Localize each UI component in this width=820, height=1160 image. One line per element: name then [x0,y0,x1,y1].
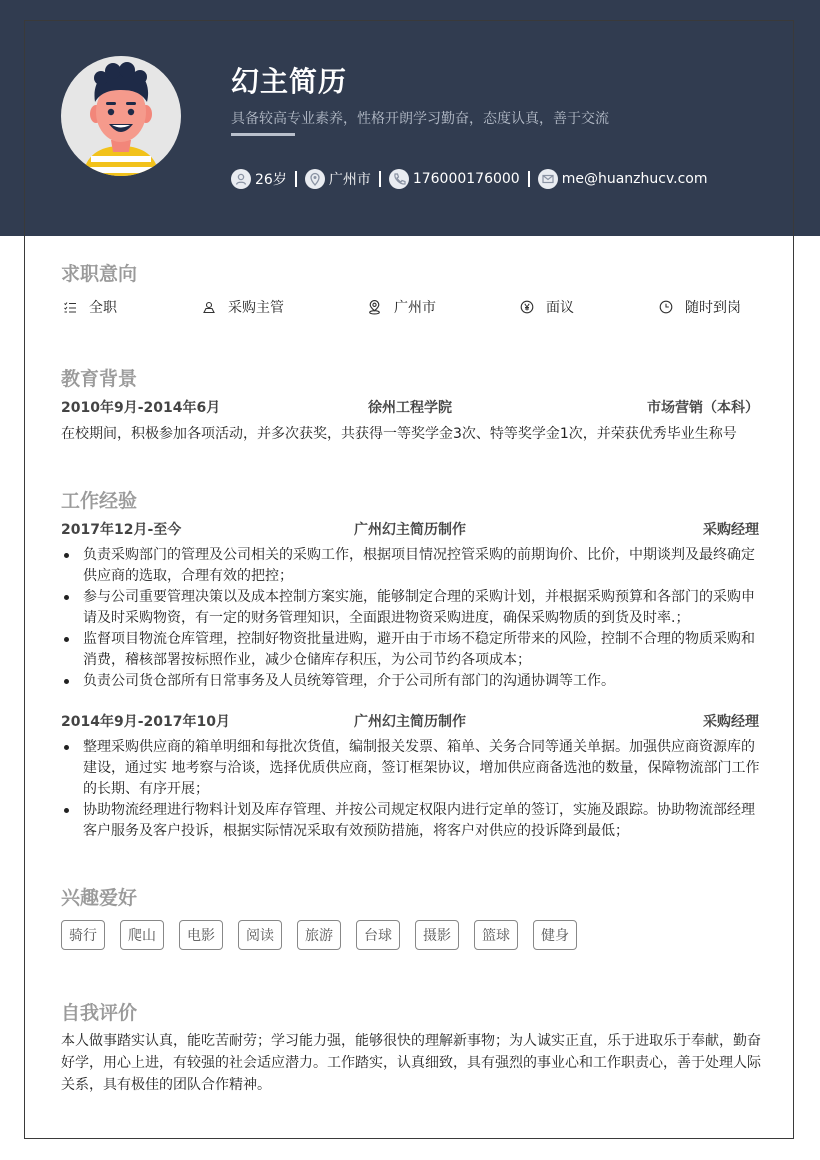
intent-city [367,297,436,317]
yen-icon [520,300,534,314]
intent-start [659,297,741,317]
intent-type [63,297,117,317]
contact-age-text: 26岁 [255,172,287,188]
location-pin-icon [305,169,325,189]
hobby-tag: 骑行 [61,920,105,950]
intent-salary [520,297,574,317]
section-title-intent: 求职意向 [61,263,138,285]
job-header-row [61,711,759,731]
contact-separator [295,171,297,187]
clock-icon [659,300,673,314]
avatar-illustration [61,56,181,176]
contact-separator [528,171,530,187]
resume-name: 幻主简历 [231,65,348,98]
duty-item: 参与公司重要管理决策以及成本控制方案实施，能够制定合理的采购计划，并根据采购预算和各部门的采购申请及时采购物资，有一定的财务管理知识，全面跟进物资采购进度，确保采购物质的到货及时率.； [61,587,761,629]
intent-city-text: 广州市 [394,300,436,316]
contact-city-text: 广州市 [328,172,371,188]
mail-icon [538,169,558,189]
duty-item: 监督项目物流仓库管理，控制好物资批量进购，避开由于市场不稳定所带来的风险，控制不合理的物质采购和消费，稽核部署按标照作业，减少仓储库存积压，为公司节约各项成本； [61,629,761,671]
list-icon [63,300,77,314]
hobby-tags [61,920,592,950]
job-duties-list [61,737,761,842]
section-title-self: 自我评价 [61,1002,138,1024]
education-description: 在校期间，积极参加各项活动，并多次获奖，共获得一等奖学金3次、特等奖学金1次，并荣获优秀毕业生称号 [61,426,737,442]
section-title-hobbies: 兴趣爱好 [61,887,138,909]
contact-phone [389,169,520,189]
hobby-tag: 阅读 [238,920,282,950]
intent-salary-text: 面议 [546,300,574,316]
person-icon [202,300,216,314]
job-company: 广州幻主简历制作 [354,714,466,730]
hobby-tag: 爬山 [120,920,164,950]
education-major: 市场营销（本科） [647,400,759,416]
job-header-row [61,519,759,539]
hobby-tag: 旅游 [297,920,341,950]
title-underline [231,133,295,136]
contact-row [231,168,708,190]
duty-item: 协助物流经理进行物料计划及库存管理、并按公司规定权限内进行定单的签订，实施及跟踪。协助物流部经理客户服务及客户投诉，根据实际情况采取有效预防措施，将客户对供应的投诉降到最低； [61,800,761,842]
contact-email [538,169,708,189]
duty-item: 整理采购供应商的箱单明细和每批次货值，编制报关发票、箱单、关务合同等通关单据。加强供应商资源库的建设，通过实 地考察与洽谈，选择优质供应商，签订框架协议，增加供应商备选池的数量，保障物流部门工作的长期、有序开展； [61,737,761,800]
education-header-row [61,397,759,417]
user-icon [231,169,251,189]
education-period: 2010年9月-2014年6月 [61,400,221,416]
contact-age [231,169,287,189]
section-title-education: 教育背景 [61,368,138,390]
job-period: 2014年9月-2017年10月 [61,714,230,730]
job-period: 2017年12月-至今 [61,522,182,538]
hobby-tag: 台球 [356,920,400,950]
job-intent-row [61,297,761,319]
section-title-work: 工作经验 [61,490,138,512]
resume-motto: 具备较高专业素养，性格开朗学习勤奋，态度认真，善于交流 [231,111,609,127]
hobby-tag: 健身 [533,920,577,950]
intent-type-text: 全职 [89,300,117,316]
intent-position [202,297,284,317]
intent-position-text: 采购主管 [228,300,284,316]
phone-icon [389,169,409,189]
job-position: 采购经理 [703,714,759,730]
contact-phone-text: 176000176000 [412,171,520,187]
contact-city [305,169,371,189]
job-position: 采购经理 [703,522,759,538]
contact-separator [379,171,381,187]
job-company: 广州幻主简历制作 [354,522,466,538]
self-evaluation-text: 本人做事踏实认真，能吃苦耐劳；学习能力强，能够很快的理解新事物；为人诚实正直，乐于进取乐于奉献，勤奋好学，用心上进，有较强的社会适应潜力。工作踏实，认真细致，具有强烈的事业心和工作职责心，善于处理人际关系，具有极佳的团队合作精神。 [61,1033,761,1093]
location-pin-icon [367,300,382,315]
hobby-tag: 摄影 [415,920,459,950]
intent-start-text: 随时到岗 [685,300,741,316]
contact-email-text: me@huanzhucv.com [561,171,708,187]
job-duties-list [61,545,761,692]
avatar [61,56,181,176]
duty-item: 负责采购部门的管理及公司相关的采购工作，根据项目情况控管采购的前期询价、比价，中期谈判及最终确定供应商的选取，合理有效的把控； [61,545,761,587]
education-school: 徐州工程学院 [368,400,452,416]
duty-item: 负责公司货仓部所有日常事务及人员统筹管理，介于公司所有部门的沟通协调等工作。 [61,671,761,692]
hobby-tag: 篮球 [474,920,518,950]
hobby-tag: 电影 [179,920,223,950]
